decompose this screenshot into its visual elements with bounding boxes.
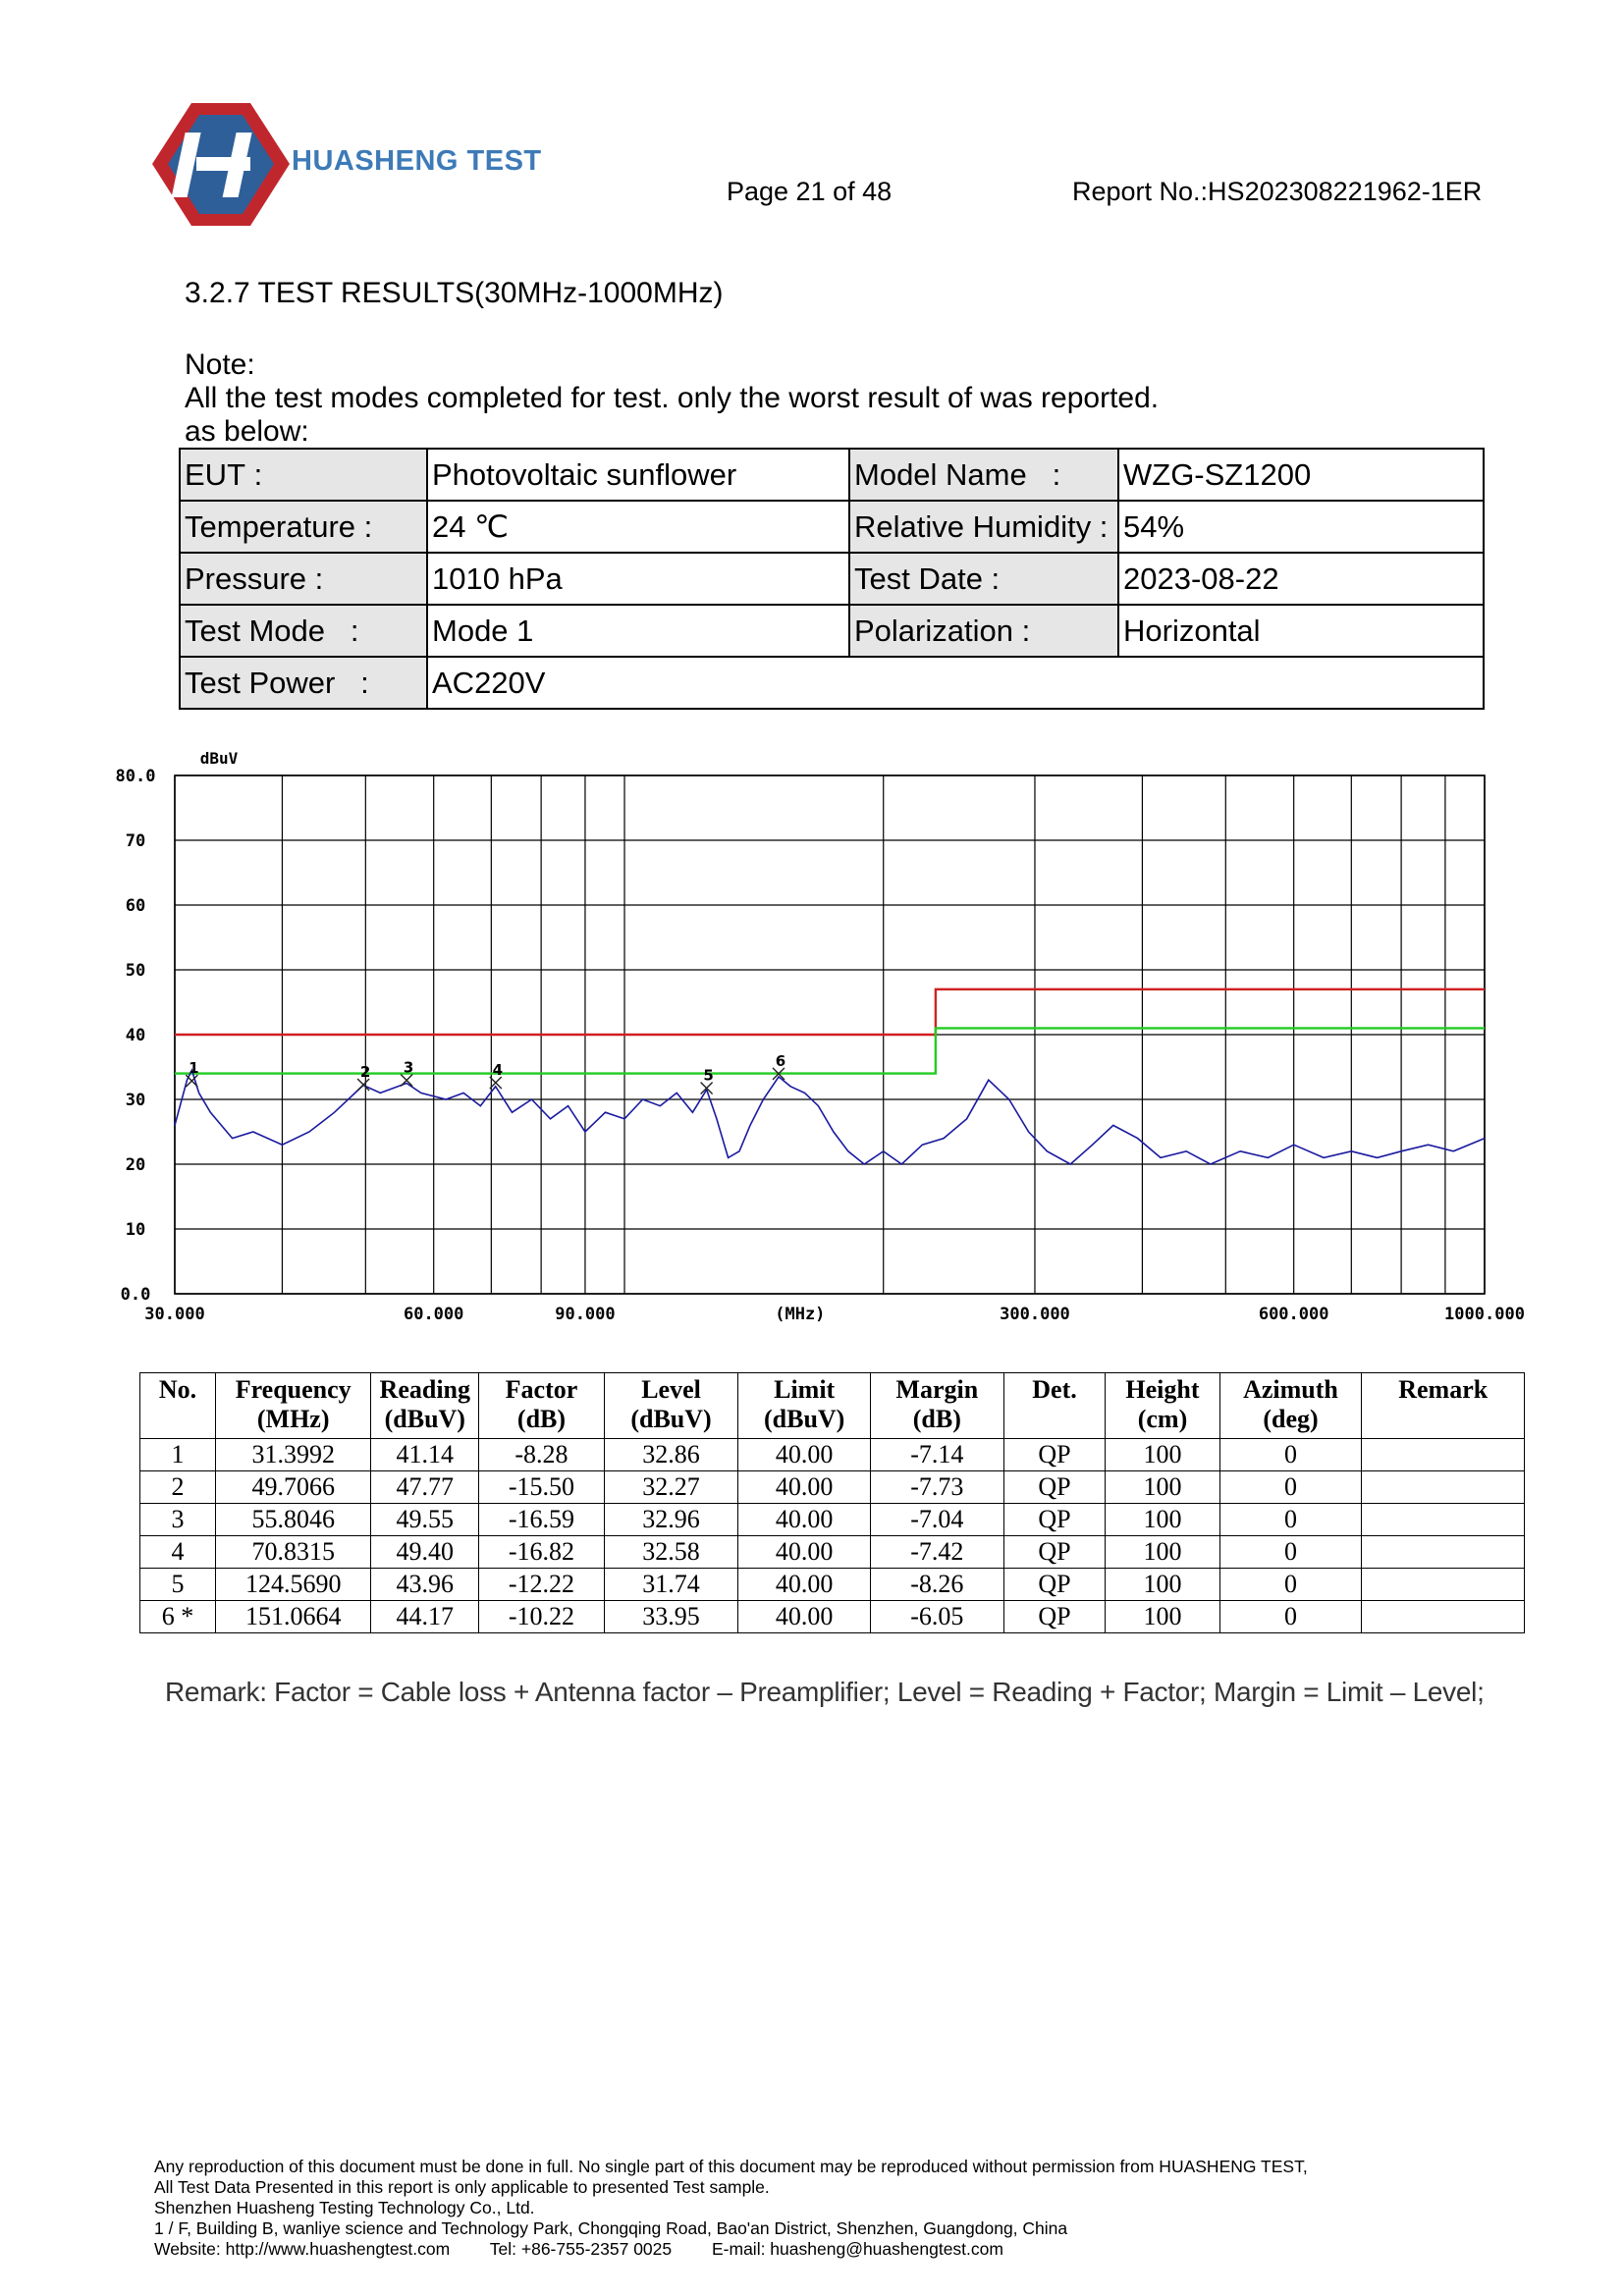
page-number: Page 21 of 48 [727, 177, 893, 206]
table-cell: QP [1003, 1601, 1106, 1633]
table-row [140, 1536, 1525, 1569]
test-power-label: Test Power : [180, 657, 427, 709]
x-tick-label: 30.000 [144, 1305, 205, 1324]
table-cell: 49.55 [371, 1504, 479, 1536]
telephone: Tel: +86-755-2357 0025 [489, 2239, 673, 2259]
column-header-unit: (dBuV) [763, 1405, 845, 1433]
table-cell: 3 [140, 1504, 216, 1536]
model-value: WZG-SZ1200 [1118, 449, 1484, 501]
table-cell: QP [1003, 1439, 1106, 1471]
table-cell: 151.0664 [216, 1601, 371, 1633]
column-header [140, 1373, 216, 1439]
column-header [738, 1373, 871, 1439]
table-cell: 33.95 [604, 1601, 738, 1633]
polarization-value: Horizontal [1118, 605, 1484, 657]
note-line-1: All the test modes completed for test. only the worst result of was reported. [185, 382, 1160, 414]
y-tick-label: 10 [125, 1220, 146, 1240]
table-cell: 2 [140, 1471, 216, 1504]
column-header-unit: (MHz) [256, 1405, 330, 1433]
table-cell: 100 [1106, 1504, 1219, 1536]
table-cell: 31.3992 [216, 1439, 371, 1471]
test-date-value: 2023-08-22 [1118, 553, 1484, 605]
footer-line-3: Shenzhen Huasheng Testing Technology Co., Ltd. [154, 2198, 535, 2217]
table-cell: 124.5690 [216, 1569, 371, 1601]
x-axis-label: (MHz) [775, 1305, 826, 1324]
table-cell: 32.58 [604, 1536, 738, 1569]
table-cell: QP [1003, 1536, 1106, 1569]
peak-marker-label: 5 [703, 1066, 714, 1085]
peak-marker-label: 2 [359, 1063, 371, 1082]
y-tick-label: 40 [125, 1026, 146, 1045]
table-cell: 47.77 [371, 1471, 479, 1504]
column-header [870, 1373, 1003, 1439]
x-tick-label: 600.000 [1258, 1305, 1329, 1324]
y-tick-label: 0.0 [120, 1285, 151, 1305]
table-cell: -8.28 [479, 1439, 604, 1471]
table-cell: 43.96 [371, 1569, 479, 1601]
table-cell [1362, 1536, 1525, 1569]
test-info-table [179, 448, 1485, 710]
x-tick-label: 300.000 [1000, 1305, 1070, 1324]
test-mode-label: Test Mode : [180, 605, 427, 657]
test-power-value: AC220V [427, 657, 1484, 709]
column-header [604, 1373, 738, 1439]
column-header [1362, 1373, 1525, 1439]
table-cell: 0 [1219, 1471, 1362, 1504]
table-row [140, 1601, 1525, 1633]
column-header-unit: (dB) [516, 1405, 567, 1433]
table-cell: -7.42 [870, 1536, 1003, 1569]
table-cell: 100 [1106, 1536, 1219, 1569]
table-row [140, 1569, 1525, 1601]
info-row [180, 449, 1484, 501]
column-header-title: Det. [1032, 1375, 1077, 1404]
table-cell: 6 * [140, 1601, 216, 1633]
results-header-row [140, 1373, 1525, 1439]
column-header-unit: (cm) [1137, 1405, 1188, 1433]
table-cell: -10.22 [479, 1601, 604, 1633]
table-cell: 31.74 [604, 1569, 738, 1601]
humidity-value: 54% [1118, 501, 1484, 553]
pressure-label: Pressure : [180, 553, 427, 605]
peak-marker-label: 6 [775, 1051, 786, 1070]
brand-name: HUASHENG TEST [292, 145, 542, 177]
test-date-label: Test Date : [849, 553, 1118, 605]
x-tick-label: 90.000 [555, 1305, 616, 1324]
eut-label: EUT : [180, 449, 427, 501]
column-header [1219, 1373, 1362, 1439]
column-header [371, 1373, 479, 1439]
table-cell: -15.50 [479, 1471, 604, 1504]
table-cell: 44.17 [371, 1601, 479, 1633]
results-table [139, 1372, 1525, 1633]
column-header-title: Factor [505, 1375, 578, 1404]
table-cell: QP [1003, 1471, 1106, 1504]
table-cell: 32.86 [604, 1439, 738, 1471]
y-tick-label: 70 [125, 831, 146, 851]
table-cell: 5 [140, 1569, 216, 1601]
table-cell: QP [1003, 1504, 1106, 1536]
column-header-title: Height [1125, 1375, 1200, 1404]
note [185, 348, 1159, 449]
table-cell: 41.14 [371, 1439, 479, 1471]
table-cell: 32.27 [604, 1471, 738, 1504]
y-tick-label: 80.0 [115, 767, 156, 786]
footer-line-1: Any reproduction of this document must be done in full. No single part of this document may be reproduced without permission from HUASHENG TEST, [154, 2157, 1308, 2176]
info-row [180, 605, 1484, 657]
table-cell: 40.00 [738, 1569, 871, 1601]
table-cell: -8.26 [870, 1569, 1003, 1601]
peak-marker-label: 3 [403, 1058, 414, 1077]
table-cell: 0 [1219, 1536, 1362, 1569]
table-cell: 40.00 [738, 1601, 871, 1633]
table-row [140, 1471, 1525, 1504]
table-cell: 49.7066 [216, 1471, 371, 1504]
footer [154, 2157, 1308, 2260]
table-cell: -7.14 [870, 1439, 1003, 1471]
temperature-value: 24 ℃ [427, 501, 849, 553]
column-header-unit: (dB) [912, 1405, 961, 1433]
table-cell: 4 [140, 1536, 216, 1569]
column-header-title: Level [641, 1375, 701, 1404]
table-cell: 100 [1106, 1439, 1219, 1471]
column-header [216, 1373, 371, 1439]
column-header [1003, 1373, 1106, 1439]
column-header [1106, 1373, 1219, 1439]
table-cell: -7.73 [870, 1471, 1003, 1504]
huasheng-logo-icon [152, 103, 290, 226]
peak-marker-label: 4 [492, 1060, 504, 1079]
table-cell: -7.04 [870, 1504, 1003, 1536]
table-cell: 1 [140, 1439, 216, 1471]
table-cell [1362, 1439, 1525, 1471]
table-cell: 0 [1219, 1504, 1362, 1536]
test-mode-value: Mode 1 [427, 605, 849, 657]
table-cell: 40.00 [738, 1536, 871, 1569]
table-cell: 100 [1106, 1569, 1219, 1601]
column-header-unit: (dBuV) [630, 1405, 712, 1433]
info-row [180, 553, 1484, 605]
table-cell [1362, 1569, 1525, 1601]
column-header-unit: (deg) [1263, 1405, 1319, 1433]
table-cell: -16.59 [479, 1504, 604, 1536]
footer-line-2: All Test Data Presented in this report is only applicable to presented Test sample. [154, 2177, 770, 2197]
note-label: Note: [185, 348, 255, 381]
info-row [180, 657, 1484, 709]
remark: Remark: Factor = Cable loss + Antenna factor – Preamplifier; Level = Reading + Factor; Margin = Limit – Level; [165, 1677, 1485, 1707]
column-header-title: No. [158, 1375, 197, 1404]
table-cell: 40.00 [738, 1439, 871, 1471]
polarization-label: Polarization : [849, 605, 1118, 657]
table-cell: -12.22 [479, 1569, 604, 1601]
table-cell: QP [1003, 1569, 1106, 1601]
table-row [140, 1504, 1525, 1536]
table-cell: -16.82 [479, 1536, 604, 1569]
table-cell: 100 [1106, 1601, 1219, 1633]
table-cell: -6.05 [870, 1601, 1003, 1633]
table-cell: 0 [1219, 1601, 1362, 1633]
y-axis-label: dBuV [199, 749, 239, 768]
table-cell: 32.96 [604, 1504, 738, 1536]
eut-value: Photovoltaic sunflower [427, 449, 849, 501]
table-cell [1362, 1471, 1525, 1504]
table-cell [1362, 1504, 1525, 1536]
info-row [180, 501, 1484, 553]
table-cell: 55.8046 [216, 1504, 371, 1536]
humidity-label: Relative Humidity : [849, 501, 1118, 553]
website-link[interactable]: Website: http://www.huashengtest.com [154, 2239, 451, 2259]
x-tick-label: 60.000 [403, 1305, 464, 1324]
y-tick-label: 50 [125, 961, 146, 981]
column-header-title: Limit [774, 1375, 836, 1404]
table-cell [1362, 1601, 1525, 1633]
email-link[interactable]: E-mail: huasheng@huashengtest.com [712, 2239, 1003, 2259]
x-tick-label: 1000.000 [1444, 1305, 1525, 1324]
y-tick-label: 30 [125, 1091, 146, 1110]
peak-marker-label: 1 [189, 1059, 199, 1078]
column-header [479, 1373, 604, 1439]
table-cell: 100 [1106, 1471, 1219, 1504]
footer-contacts [154, 2239, 1308, 2260]
table-cell: 40.00 [738, 1471, 871, 1504]
model-label: Model Name : [849, 449, 1118, 501]
column-header-unit: (dBuV) [384, 1405, 465, 1433]
column-header-title: Remark [1398, 1375, 1489, 1404]
column-header-title: Reading [379, 1375, 471, 1404]
pressure-value: 1010 hPa [427, 553, 849, 605]
y-tick-label: 60 [125, 896, 146, 916]
column-header-title: Azimuth [1243, 1375, 1338, 1404]
table-row [140, 1439, 1525, 1471]
section-title: 3.2.7 TEST RESULTS(30MHz-1000MHz) [185, 277, 724, 309]
footer-line-4: 1 / F, Building B, wanliye science and Technology Park, Chongqing Road, Bao'an District, Shenzhen, Guangdong, China [154, 2218, 1068, 2238]
table-cell: 0 [1219, 1439, 1362, 1471]
column-header-title: Frequency [235, 1375, 352, 1404]
emission-chart [108, 741, 1532, 1325]
note-line-2: as below: [185, 415, 309, 448]
column-header-title: Margin [895, 1375, 979, 1404]
y-tick-label: 20 [125, 1155, 146, 1175]
table-cell: 40.00 [738, 1504, 871, 1536]
table-cell: 0 [1219, 1569, 1362, 1601]
table-cell: 49.40 [371, 1536, 479, 1569]
report-number: Report No.:HS202308221962-1ER [1072, 177, 1483, 206]
table-cell: 70.8315 [216, 1536, 371, 1569]
temperature-label: Temperature : [180, 501, 427, 553]
